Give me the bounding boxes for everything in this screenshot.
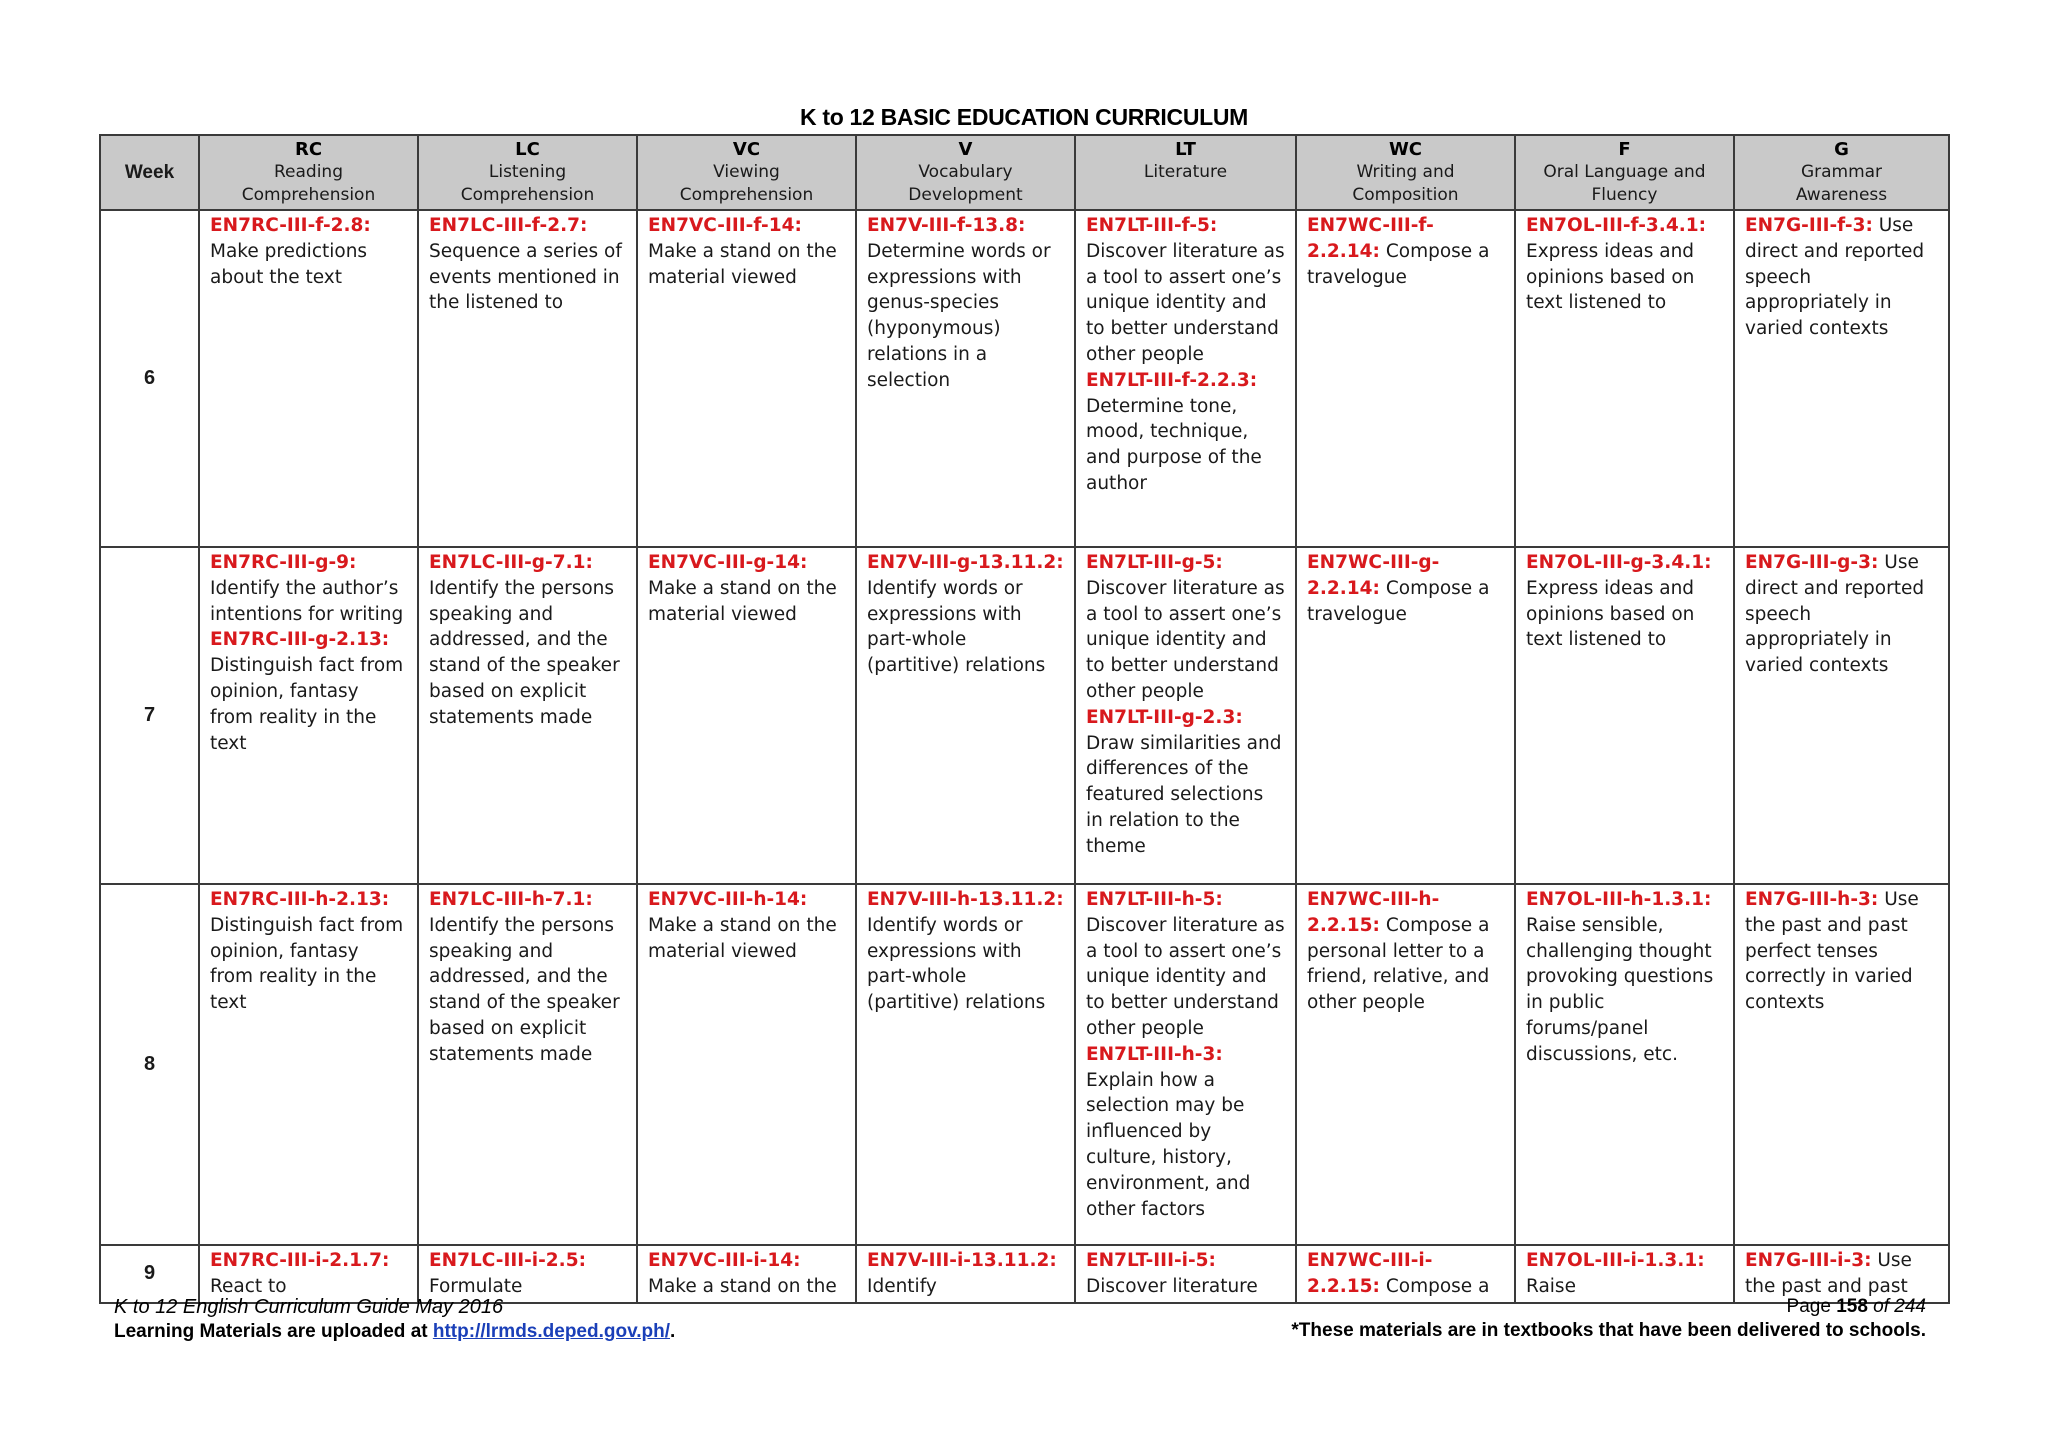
competency-cell bbox=[418, 884, 637, 1245]
competency-cell bbox=[199, 210, 418, 547]
curriculum-table bbox=[99, 134, 1950, 1304]
competency-text: Explain how a selection may be influenced by culture, history, environment, and other factors bbox=[1086, 1069, 1251, 1220]
competency-code: EN7V-III-f-13.8: bbox=[867, 215, 1026, 236]
competency-item bbox=[1745, 213, 1938, 342]
competency-cell bbox=[856, 1245, 1075, 1303]
competency-code: EN7LC-III-i-2.5: bbox=[429, 1250, 586, 1271]
competency-item bbox=[1307, 887, 1504, 1016]
week-cell: 9 bbox=[100, 1245, 199, 1303]
competency-code: EN7OL-III-h-1.3.1: bbox=[1526, 889, 1712, 910]
competency-cell bbox=[856, 547, 1075, 884]
competency-item bbox=[867, 1248, 1064, 1300]
competency-text: Determine tone, mood, technique, and purpose of the author bbox=[1086, 395, 1262, 494]
competency-code: EN7G-III-g-3: bbox=[1745, 552, 1879, 573]
competency-cell bbox=[856, 210, 1075, 547]
competency-item bbox=[1086, 1042, 1285, 1223]
competency-cell bbox=[199, 547, 418, 884]
competency-cell bbox=[1734, 547, 1949, 884]
competency-cell bbox=[1734, 884, 1949, 1245]
competency-text: Discover literature bbox=[1086, 1275, 1258, 1297]
competency-cell bbox=[1515, 210, 1734, 547]
competency-text: Formulate bbox=[429, 1275, 523, 1297]
competency-item bbox=[429, 550, 626, 731]
lrmds-link[interactable]: http://lrmds.deped.gov.ph/ bbox=[432, 1321, 671, 1342]
competency-cell bbox=[1515, 884, 1734, 1245]
competency-item bbox=[648, 887, 845, 964]
competency-cell bbox=[1075, 210, 1296, 547]
col-header-lt: LT Literature bbox=[1075, 135, 1296, 210]
col-header-g: G Grammar Awareness bbox=[1734, 135, 1949, 210]
competency-code: EN7WC-III-f-2.2.14: bbox=[1307, 215, 1434, 262]
competency-text: Discover literature as a tool to assert one’s unique identity and to better understand other people bbox=[1086, 914, 1285, 1039]
competency-text: Raise bbox=[1526, 1275, 1576, 1297]
competency-cell bbox=[856, 884, 1075, 1245]
competency-text: Compose a bbox=[1385, 1275, 1490, 1297]
competency-cell bbox=[1075, 884, 1296, 1245]
competency-item bbox=[1307, 550, 1504, 627]
competency-code: EN7LT-III-i-5: bbox=[1086, 1250, 1216, 1271]
competency-code: EN7RC-III-h-2.13: bbox=[210, 889, 390, 910]
table-header-row bbox=[100, 135, 1949, 210]
competency-text: Use the past and past perfect tenses correctly in varied contexts bbox=[1745, 889, 1919, 1014]
competency-cell bbox=[637, 884, 856, 1245]
competency-cell bbox=[1734, 210, 1949, 547]
competency-code: EN7LT-III-h-5: bbox=[1086, 889, 1223, 910]
competency-item bbox=[1745, 1248, 1938, 1300]
competency-code: EN7LT-III-f-2.2.3: bbox=[1086, 369, 1258, 391]
competency-cell bbox=[1296, 884, 1515, 1245]
competency-code: EN7LT-III-g-5: bbox=[1086, 552, 1223, 573]
competency-code: EN7G-III-f-3: bbox=[1745, 215, 1873, 236]
competency-text: Identify words or expressions with part-whole (partitive) relations bbox=[867, 577, 1046, 677]
competency-text: Make a stand on the material viewed bbox=[648, 577, 837, 625]
table-row bbox=[100, 547, 1949, 884]
competency-cell bbox=[637, 1245, 856, 1303]
competency-item bbox=[1745, 550, 1938, 679]
competency-code: EN7RC-III-f-2.8: bbox=[210, 215, 371, 236]
competency-code: EN7RC-III-i-2.1.7: bbox=[210, 1250, 390, 1271]
week-cell: 8 bbox=[100, 884, 199, 1245]
competency-code: EN7WC-III-i-2.2.15: bbox=[1307, 1250, 1433, 1297]
table-row bbox=[100, 884, 1949, 1245]
competency-code: EN7WC-III-h-2.2.15: bbox=[1307, 889, 1440, 936]
competency-item bbox=[1086, 887, 1285, 1042]
competency-code: EN7LC-III-h-7.1: bbox=[429, 889, 593, 910]
competency-item bbox=[1086, 213, 1285, 368]
competency-text: Sequence a series of events mentioned in the listened to bbox=[429, 240, 622, 314]
competency-text: Express ideas and opinions based on text listened to bbox=[1526, 577, 1695, 651]
competency-cell bbox=[418, 210, 637, 547]
competency-code: EN7VC-III-g-14: bbox=[648, 552, 808, 573]
week-cell: 6 bbox=[100, 210, 199, 547]
competency-item bbox=[1526, 1248, 1723, 1300]
page-title: K to 12 BASIC EDUCATION CURRICULUM bbox=[799, 104, 1249, 130]
competency-code: EN7VC-III-h-14: bbox=[648, 889, 808, 910]
competency-cell bbox=[637, 210, 856, 547]
table-row bbox=[100, 1245, 1949, 1303]
competency-text: Make a stand on the material viewed bbox=[648, 914, 837, 962]
competency-text: Discover literature as a tool to assert one’s unique identity and to better understand other people bbox=[1086, 240, 1285, 365]
competency-item bbox=[648, 550, 845, 627]
competency-item bbox=[1745, 887, 1938, 1016]
materials-note: *These materials are in textbooks that have been delivered to schools. bbox=[1291, 1320, 1926, 1341]
guide-footer: K to 12 English Curriculum Guide May 2016 bbox=[114, 1296, 504, 1318]
competency-text: Express ideas and opinions based on text listened to bbox=[1526, 240, 1695, 314]
competency-text: Make a stand on the material viewed bbox=[648, 240, 837, 288]
competency-text: Identify the persons speaking and addressed, and the stand of the speaker based on explicit statements made bbox=[429, 577, 620, 728]
competency-cell bbox=[199, 884, 418, 1245]
competency-code: EN7VC-III-i-14: bbox=[648, 1250, 801, 1271]
competency-item bbox=[1307, 213, 1504, 290]
competency-code: EN7V-III-h-13.11.2: bbox=[867, 889, 1064, 910]
page-number bbox=[1787, 1296, 1926, 1318]
competency-code: EN7OL-III-i-1.3.1: bbox=[1526, 1250, 1705, 1271]
competency-cell bbox=[1515, 547, 1734, 884]
competency-item bbox=[210, 627, 407, 756]
table-body bbox=[100, 210, 1949, 1303]
competency-item bbox=[210, 550, 407, 627]
competency-item bbox=[648, 213, 845, 290]
week-cell: 7 bbox=[100, 547, 199, 884]
competency-cell bbox=[1296, 210, 1515, 547]
competency-cell bbox=[418, 1245, 637, 1303]
competency-code: EN7LT-III-h-3: bbox=[1086, 1043, 1223, 1065]
col-header-wc: WC Writing and Composition bbox=[1296, 135, 1515, 210]
competency-text: Identify words or expressions with part-whole (partitive) relations bbox=[867, 914, 1046, 1014]
competency-text: Draw similarities and differences of the featured selections in relation to the theme bbox=[1086, 732, 1282, 857]
competency-text: Raise sensible, challenging thought provoking questions in public forums/panel discussions, etc. bbox=[1526, 914, 1714, 1065]
competency-code: EN7LC-III-g-7.1: bbox=[429, 552, 593, 573]
competency-text: Use the past and past bbox=[1745, 1250, 1912, 1297]
page-num: 158 bbox=[1836, 1296, 1868, 1317]
competency-text: Compose a travelogue bbox=[1307, 577, 1490, 625]
competency-item bbox=[1086, 1248, 1285, 1300]
col-header-rc: RC Reading Comprehension bbox=[199, 135, 418, 210]
competency-item bbox=[429, 1248, 626, 1300]
competency-text: Distinguish fact from opinion, fantasy from reality in the text bbox=[210, 655, 404, 754]
competency-item bbox=[1086, 550, 1285, 705]
competency-item bbox=[1307, 1248, 1504, 1300]
competency-item bbox=[867, 550, 1064, 679]
competency-text: Discover literature as a tool to assert one’s unique identity and to better understand other people bbox=[1086, 577, 1285, 702]
competency-cell bbox=[1296, 547, 1515, 884]
competency-code: EN7LT-III-f-5: bbox=[1086, 215, 1218, 236]
upload-footer bbox=[114, 1321, 675, 1343]
competency-item bbox=[210, 1248, 407, 1300]
upload-prefix: Learning Materials are uploaded at bbox=[114, 1321, 433, 1342]
competency-cell bbox=[1734, 1245, 1949, 1303]
competency-code: EN7G-III-i-3: bbox=[1745, 1250, 1872, 1271]
competency-item bbox=[429, 887, 626, 1068]
competency-code: EN7RC-III-g-9: bbox=[210, 552, 357, 573]
competency-code: EN7VC-III-f-14: bbox=[648, 215, 802, 236]
competency-item bbox=[867, 887, 1064, 1016]
col-header-f: F Oral Language and Fluency bbox=[1515, 135, 1734, 210]
col-header-v: V Vocabulary Development bbox=[856, 135, 1075, 210]
competency-text: Identify the author’s intentions for writing bbox=[210, 577, 404, 625]
col-header-vc: VC Viewing Comprehension bbox=[637, 135, 856, 210]
competency-item bbox=[1086, 705, 1285, 860]
table-row bbox=[100, 210, 1949, 547]
competency-item bbox=[1526, 213, 1723, 316]
competency-cell bbox=[418, 547, 637, 884]
competency-cell bbox=[199, 1245, 418, 1303]
competency-cell bbox=[637, 547, 856, 884]
competency-code: EN7OL-III-f-3.4.1: bbox=[1526, 215, 1706, 236]
competency-code: EN7OL-III-g-3.4.1: bbox=[1526, 552, 1712, 573]
competency-cell bbox=[1075, 1245, 1296, 1303]
competency-code: EN7RC-III-g-2.13: bbox=[210, 629, 390, 651]
competency-code: EN7LC-III-f-2.7: bbox=[429, 215, 588, 236]
competency-item bbox=[210, 213, 407, 290]
competency-code: EN7LT-III-g-2.3: bbox=[1086, 706, 1243, 728]
competency-cell bbox=[1075, 547, 1296, 884]
competency-text: React to bbox=[210, 1275, 287, 1297]
competency-text: Identify bbox=[867, 1275, 937, 1297]
competency-text: Compose a travelogue bbox=[1307, 240, 1490, 288]
competency-item bbox=[867, 213, 1064, 394]
page-total: of 244 bbox=[1867, 1296, 1926, 1317]
competency-text: Identify the persons speaking and addressed, and the stand of the speaker based on explicit statements made bbox=[429, 914, 620, 1065]
competency-text: Make predictions about the text bbox=[210, 240, 368, 288]
competency-cell bbox=[1296, 1245, 1515, 1303]
page-prefix: Page bbox=[1786, 1296, 1837, 1317]
competency-text: Use direct and reported speech appropriately in varied contexts bbox=[1745, 552, 1925, 677]
competency-item bbox=[1526, 550, 1723, 653]
competency-text: Compose a personal letter to a friend, relative, and other people bbox=[1307, 914, 1490, 1014]
competency-item bbox=[210, 887, 407, 1016]
competency-item bbox=[1086, 368, 1285, 497]
competency-text: Make a stand on the bbox=[648, 1275, 837, 1297]
competency-code: EN7WC-III-g-2.2.14: bbox=[1307, 552, 1440, 599]
competency-item bbox=[648, 1248, 845, 1300]
col-header-lc: LC Listening Comprehension bbox=[418, 135, 637, 210]
upload-suffix: . bbox=[670, 1321, 676, 1342]
competency-text: Distinguish fact from opinion, fantasy from reality in the text bbox=[210, 914, 404, 1014]
week-header: Week bbox=[100, 135, 199, 210]
competency-item bbox=[1526, 887, 1723, 1068]
competency-code: EN7V-III-i-13.11.2: bbox=[867, 1250, 1057, 1271]
competency-item bbox=[429, 213, 626, 316]
competency-text: Determine words or expressions with genus-species (hyponymous) relations in a selection bbox=[867, 240, 1051, 391]
competency-cell bbox=[1515, 1245, 1734, 1303]
competency-code: EN7G-III-h-3: bbox=[1745, 889, 1879, 910]
competency-code: EN7V-III-g-13.11.2: bbox=[867, 552, 1064, 573]
competency-text: Use direct and reported speech appropriately in varied contexts bbox=[1745, 215, 1925, 340]
